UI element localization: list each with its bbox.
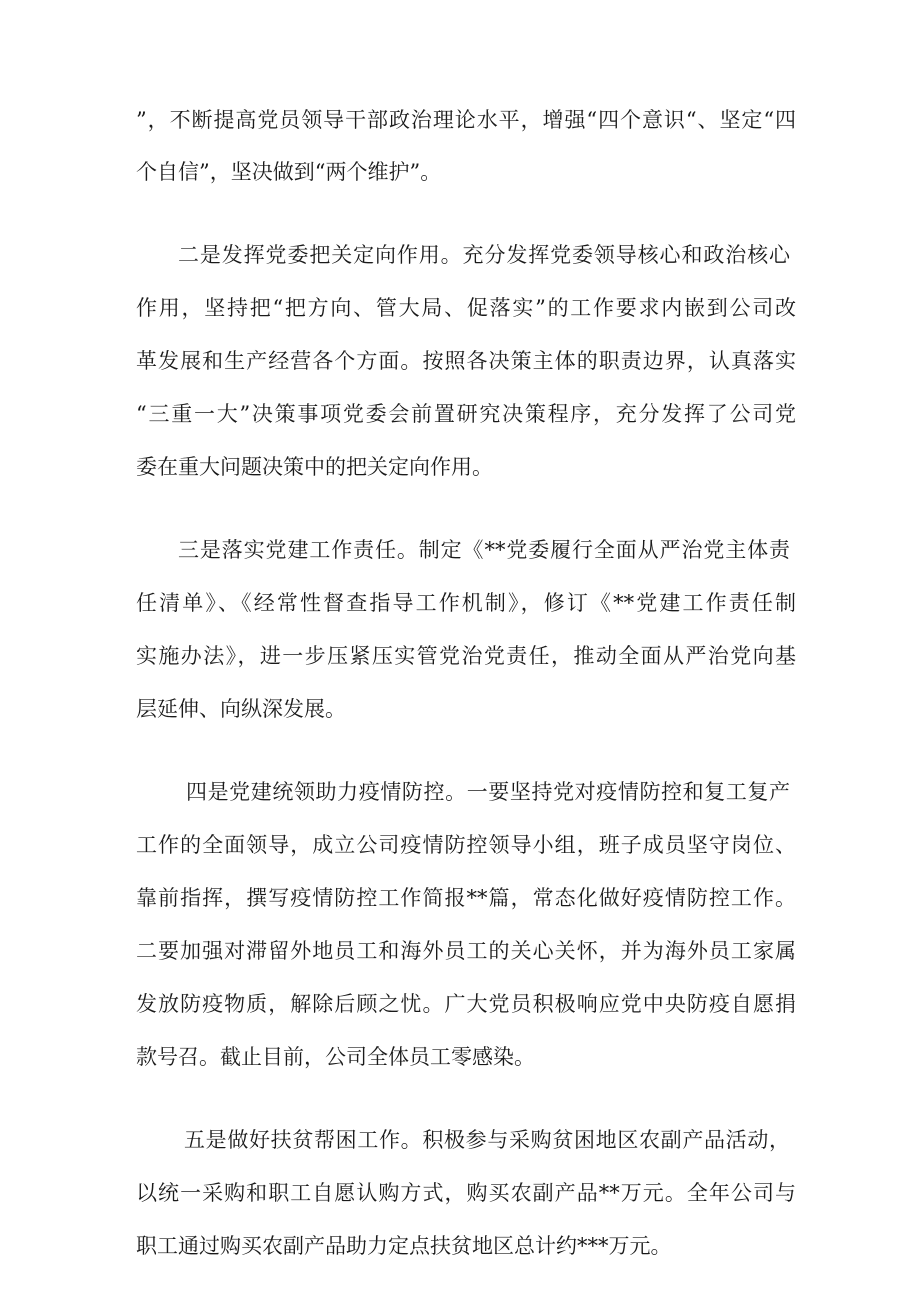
paragraph-4-line-2: 工作的全面领导，成立公司疫情防控领导小组，班子成员坚守岗位、 (136, 833, 796, 857)
paragraph-2-line-2: 作用，坚持把“把方向、管大局、促落实”的工作要求内嵌到公司改 (136, 296, 796, 320)
paragraph-3-line-4: 层延伸、向纵深发展。 (136, 697, 346, 721)
paragraph-5-line-1: 五是做好扶贫帮困工作。积极参与采购贫困地区农副产品活动， (184, 1128, 790, 1152)
paragraph-4-line-3: 靠前指挥，撰写疫情防控工作简报**篇，常态化做好疫情防控工作。 (136, 886, 796, 910)
paragraph-2-line-3: 革发展和生产经营各个方面。按照各决策主体的职责边界，认真落实 (136, 349, 796, 373)
paragraph-1-line-1: ”，不断提高党员领导干部政治理论水平，增强“四个意识“、坚定“四 (136, 108, 796, 132)
paragraph-2-line-5: 委在重大问题决策中的把关定向作用。 (136, 455, 493, 479)
paragraph-5-line-3: 职工通过购买农副产品助力定点扶贫地区总计约***万元。 (136, 1234, 672, 1258)
paragraph-2-line-4: “三重一大”决策事项党委会前置研究决策程序，充分发挥了公司党 (136, 402, 796, 426)
paragraph-3-line-1: 三是落实党建工作责任。制定《**党委履行全面从严治党主体责 (178, 538, 790, 562)
paragraph-1-line-2: 个自信”，坚决做到“两个维护”。 (136, 160, 442, 184)
paragraph-4-line-4: 二要加强对滞留外地员工和海外员工的关心关怀，并为海外员工家属 (136, 939, 796, 963)
paragraph-4-line-1: 四是党建统领助力疫情防控。一要坚持党对疫情防控和复工复产 (186, 780, 790, 804)
paragraph-5-line-2: 以统一采购和职工自愿认购方式，购买农副产品**万元。全年公司与 (136, 1181, 796, 1205)
paragraph-2-line-1: 二是发挥党委把关定向作用。充分发挥党委领导核心和政治核心 (178, 243, 790, 267)
paragraph-3-line-2: 任清单》、《经常性督查指导工作机制》，修订《**党建工作责任制 (136, 591, 796, 615)
paragraph-4-line-6: 款号召。截止目前，公司全体员工零感染。 (136, 1045, 535, 1069)
paragraph-4-line-5: 发放防疫物质，解除后顾之忧。广大党员积极响应党中央防疫自愿捐 (136, 992, 796, 1016)
paragraph-3-line-3: 实施办法》，进一步压紧压实管党治党责任，推动全面从严治党向基 (136, 644, 796, 668)
